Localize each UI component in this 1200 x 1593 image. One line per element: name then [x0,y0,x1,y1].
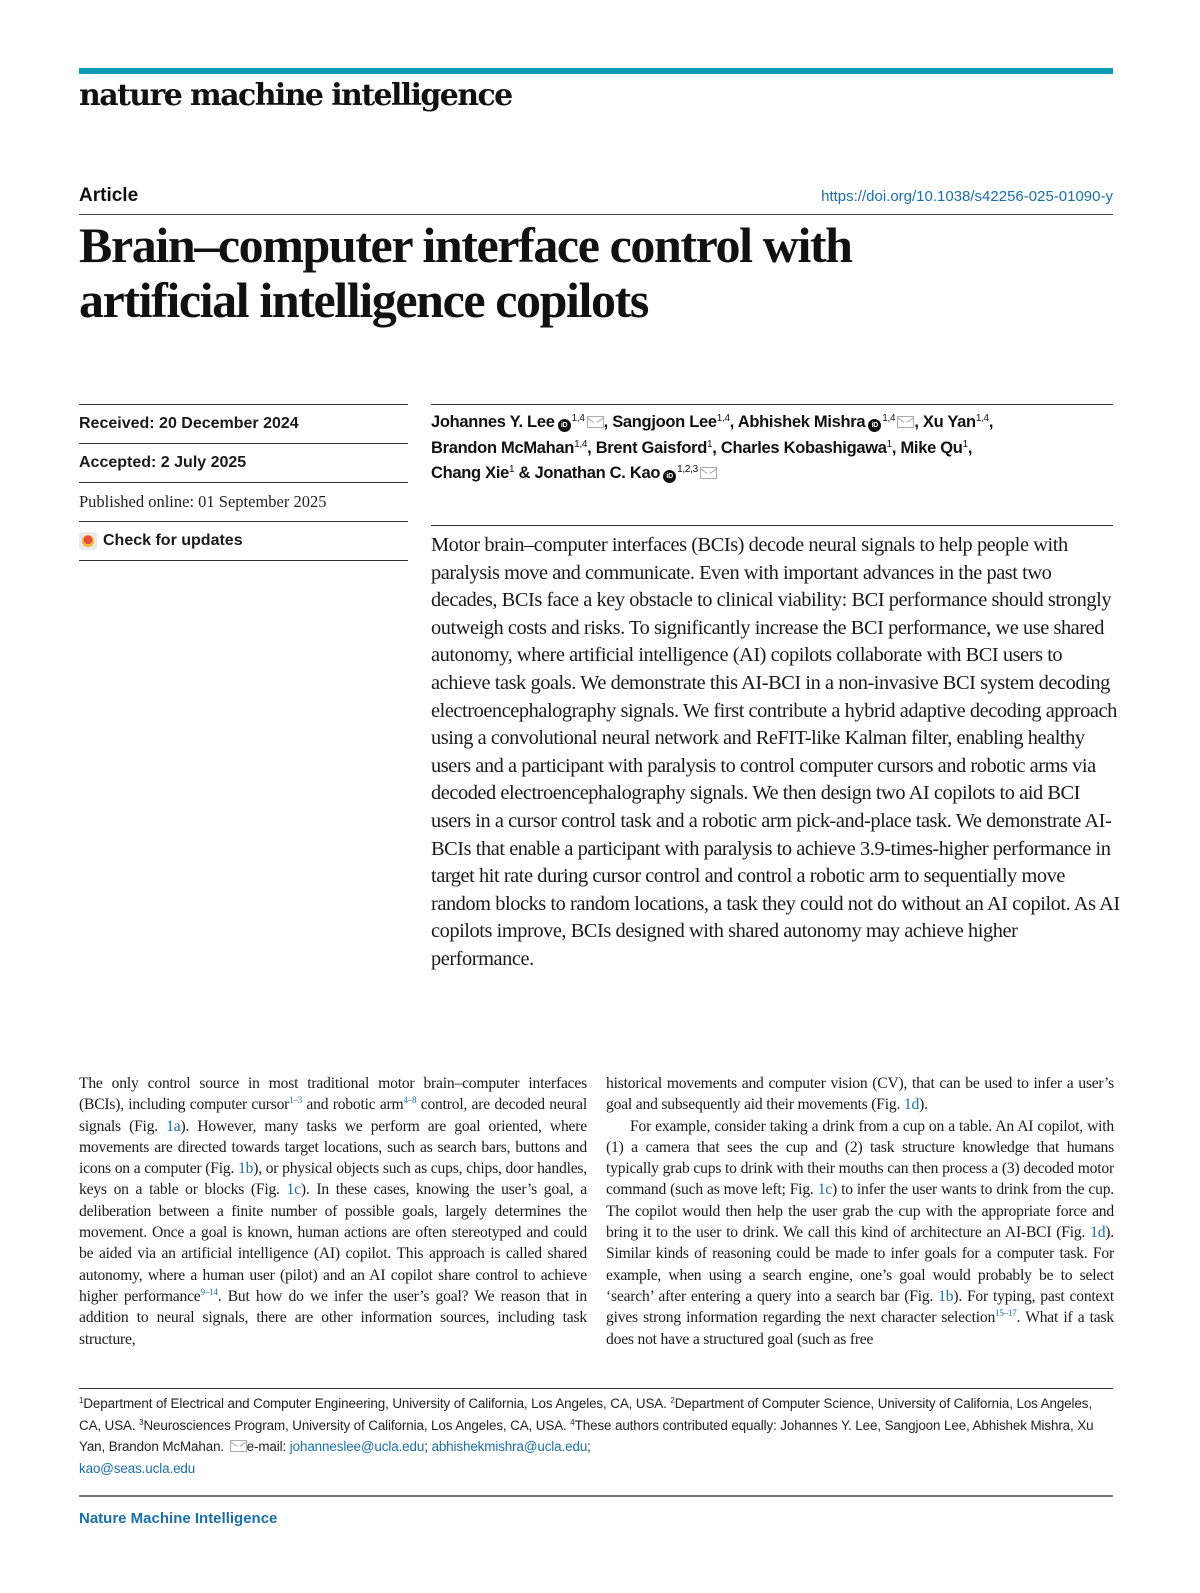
author[interactable] [900,439,972,457]
author[interactable] [738,413,923,431]
author-list [431,410,1113,487]
article-type-label: Article [79,185,139,206]
publication-history [79,404,408,561]
body-paragraph-1: The only control source in most traditional motor brain–computer interfaces (BCIs), including computer cursor$^{1-3}$ and robotic arm$^{4-8}$ control, are decoded neural signals (Fig. 1a). However, many tasks we perform are goal oriented, where movements are directed towards target locations, such as search bars, buttons and icons on a computer (Fig. 1b), or physical objects such as cups, chips, door handles, keys on a table or blocks (Fig. 1c). In these cases, knowing the user’s goal, a deliberation between a finite number of possible goals, largely determines the movement. Once a goal is known, human actions are often stereotyped and could be aided via an artificial intelligence (AI) copilot. This approach is called shared autonomy, where a human user (pilot) and an AI copilot share control to achieve higher performance$^{9-14}$. But how do we infer the user’s goal? We reason that in addition to neural signals, there are other information sources, including task structure, [79,1075,588,1348]
accepted-date: Accepted: 2 July 2025 [79,443,408,482]
figure-ref-1a[interactable]: 1a [166,1117,181,1135]
email-link-mishra[interactable]: abhishekmishra@ucla.edu [431,1439,588,1454]
author[interactable] [721,439,901,457]
author-name[interactable]: Chang Xie [431,464,509,482]
article-title [79,218,1079,328]
author-name[interactable]: Johannes Y. Lee [431,413,555,431]
citation-ref[interactable]: 1–3 [289,1095,303,1106]
abstract: Motor brain–computer interfaces (BCIs) decode neural signals to help people with paralysis move and communicate. Even with important advances in the past two decades, BCIs face a key obstacle to clinical viability: BCI performance should strongly outweigh costs and risks. To significantly increase the BCI performance, we use shared autonomy, where artificial intelligence (AI) copilots collaborate with BCI users to achieve task goals. We demonstrate this AI-BCI in a non-invasive BCI system decoding electroencephalography signals. We first contribute a hybrid adaptive decoding approach using a convolutional neural network and ReFIT-like Kalman filter, enabling healthy users and a participant with paralysis to control computer cursors and robotic arms via decoded electroencephalography signals. We then design two AI copilots to aid BCI users in a cursor control task and a robotic arm pick-and-place task. We demonstrate AI-BCIs that enable a participant with paralysis to achieve 3.9-times-higher performance in target hit rate during cursor control and control a robotic arm to sequentially move random blocks to random locations, a task they could not do without an AI copilot. As AI copilots improve, BCIs designed with shared autonomy may achieve higher performance. [431,534,1120,970]
author-affiliation: 1,2,3 [677,464,698,475]
author[interactable] [534,464,716,482]
published-date: Published online: 01 September 2025 [79,482,408,521]
orcid-icon[interactable]: iD [558,419,571,432]
author-affiliation: 1 [508,464,515,475]
mail-icon[interactable] [587,416,604,428]
figure-ref-1c[interactable]: 1c [286,1181,301,1199]
author-separator: , [914,413,923,431]
author[interactable] [431,439,596,457]
check-for-updates-label[interactable]: Check for updates [103,532,243,549]
journal-accent-rule [79,68,1113,74]
mail-icon[interactable] [700,467,717,479]
author-affiliation: 1,4 [571,413,585,424]
header-divider [79,214,1113,215]
author[interactable] [923,413,993,431]
author[interactable] [431,464,534,482]
title-line-2: artificial intelligence copilots [79,272,648,328]
author-name[interactable]: Brandon McMahan [431,438,575,457]
mail-icon[interactable] [897,416,914,428]
orcid-icon[interactable]: iD [663,470,676,483]
footer-journal-name[interactable]: Nature Machine Intelligence [79,1510,278,1527]
author-separator: & [514,464,535,482]
figure-ref-1d[interactable]: 1d [1090,1224,1106,1242]
author-separator: , [988,413,994,431]
journal-logo[interactable]: nature machine intelligence [79,78,512,113]
figure-ref-1b[interactable]: 1b [938,1287,954,1305]
orcid-icon[interactable]: iD [868,419,881,432]
author-affiliation: 1,4 [716,413,730,424]
author-separator: , [603,413,613,431]
author-separator: , [729,413,738,431]
authors-divider [431,404,1113,405]
author-name[interactable]: Charles Kobashigawa [720,438,887,457]
check-for-updates-button[interactable] [79,521,408,561]
email-link-kao[interactable]: kao@seas.ucla.edu [79,1460,196,1476]
affiliations-divider [79,1388,1113,1389]
author-separator: , [712,438,721,457]
author-name[interactable]: Abhishek Mishra [737,413,866,431]
citation-ref[interactable]: 9–14 [200,1286,218,1297]
author-separator: , [587,438,596,457]
figure-ref-1b[interactable]: 1b [238,1160,254,1178]
title-line-1: Brain–computer interface control with [79,217,852,273]
author-affiliation: 1 [886,438,892,450]
received-date: Received: 20 December 2024 [79,404,408,443]
check-for-updates-icon [79,532,97,550]
author[interactable] [612,413,738,431]
figure-ref-1c[interactable]: 1c [817,1181,833,1199]
author-affiliation: 1,4 [882,413,896,424]
author-name[interactable]: Jonathan C. Kao [534,464,661,482]
doi-link[interactable]: https://doi.org/10.1038/s42256-025-01090-y [821,188,1113,205]
figure-ref-1d[interactable]: 1d [903,1096,920,1114]
citation-ref[interactable]: 15–17 [995,1308,1017,1319]
author-affiliation: 1,4 [975,413,989,424]
body-paragraph-2: For example, consider taking a drink from a cup on a table. An AI copilot, with (1) a camera that sees the cup and (2) task structure knowledge that humans typically grab cups to drink with their mouths can then process a (3) decoded motor command (such as move left; Fig. 1c) to infer the user wants to drink from the cup. The copilot would then help the user grab the cup with the appropriate force and bring it to the user to drink. We call this kind of architecture an AI-BCI (Fig. 1d). Similar kinds of reasoning could be made to infer goals for a computer task. For example, when using a search engine, one’s goal would probably be to select ‘search’ after entering a query into a search bar (Fig. 1b). For typing, past context gives strong information regarding the next character selection$^{15-17}$. What if a task does not have a structured goal (such as free [606,1117,1115,1348]
author-affiliation: 1 [707,438,713,450]
affiliations: $^1$Department of Electrical and Computer Engineering, University of California, Los Angeles, CA, USA. $^2$Department of Computer Science, University of California, Los Angeles, CA, USA. $^3$Neurosciences Program, University of California, Los Angeles, CA, USA. $^4$These authors contributed equally: Johannes Y. Lee, Sangjoon Lee, Abhishek Mishra, Xu Yan, Brandon McMahan. e-mail: johanneslee@ucla.edu; abhishekmishra@ucla.edu; kao@seas.ucla.edu [79,1396,1094,1476]
mail-icon [230,1440,247,1452]
footer-divider [79,1495,1113,1497]
citation-ref[interactable]: 4–8 [403,1095,417,1106]
author-name[interactable]: Xu Yan [922,413,976,431]
author-separator: , [891,438,901,457]
author[interactable] [431,413,612,431]
author[interactable] [596,439,721,457]
body-column-right [606,1073,1114,1350]
author-name[interactable]: Brent Gaisford [595,438,708,457]
body-paragraph-1-continued: historical movements and computer vision (CV), that can be used to infer a user’s goal and subsequently aid their movements (Fig. 1d). [606,1075,1114,1114]
author-separator: , [967,438,973,457]
author-affiliation: 1,4 [574,438,588,450]
author-name[interactable]: Sangjoon Lee [612,413,717,431]
author-name[interactable]: Mike Qu [900,438,963,457]
email-link-lee[interactable]: johanneslee@ucla.edu [289,1439,425,1454]
author-affiliation: 1 [962,438,968,450]
abstract-divider [431,525,1113,526]
body-column-left [79,1073,587,1350]
